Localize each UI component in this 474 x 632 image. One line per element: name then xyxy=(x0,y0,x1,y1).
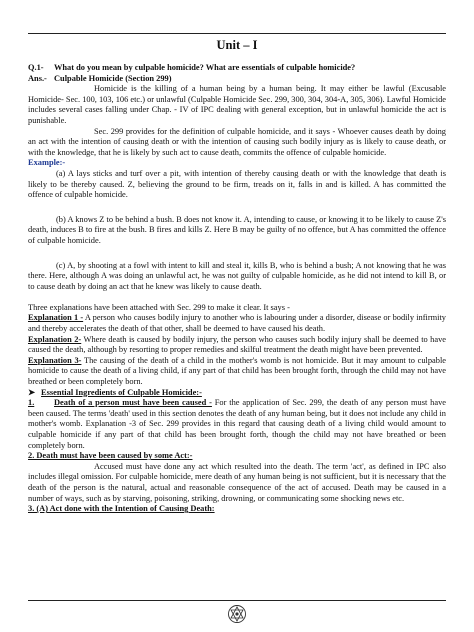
explanation-3-label: Explanation 3- xyxy=(28,355,82,365)
question-text: What do you mean by culpable homicide? What are essentials of culpable homicide? xyxy=(54,63,356,72)
ornament-icon xyxy=(227,604,247,624)
ingredient-1 xyxy=(28,398,446,451)
spacer xyxy=(28,201,446,215)
arrow-bullet-icon: ➤ xyxy=(28,387,36,397)
bottom-rule xyxy=(28,600,446,601)
example-b: (b) A knows Z to be behind a bush. B does not know it. A, intending to cause, or knowing it to be likely to cause Z's death, induces B to fire at the bush. B fires and kills Z. Here B may be guilty of no offence, but A has committed the offence of culpable homicide. xyxy=(28,214,446,245)
explanation-3-text: The causing of the death of a child in the mother's womb is not homicide. But it may amount to culpable homicide to cause the death of a living child, if any part of that child has been brought forth, through the child may not have breathed or been completely born. xyxy=(28,355,446,387)
answer-label: Ans.- xyxy=(28,73,47,83)
explanation-1-label: Explanation 1 - xyxy=(28,313,84,323)
example-a: (a) A lays sticks and turf over a pit, with intention of thereby causing death or with the knowledge that death is likely to be thereby caused. Z, believing the ground to be firm, treads on it, falls in and is killed. A has committed the offence of culpable homicide. xyxy=(28,168,446,200)
spacer xyxy=(28,292,446,303)
example-c: (c) A, by shooting at a fowl with intent to kill and steal it, kills B, who is behind a bush; A not knowing that he was there. Here, although A was doing an unlawful act, he was not guilty of culpable homicide, as he did not intend to kill B, or to cause death by doing an act that he knew was likely to cause death. xyxy=(28,260,446,291)
ingredient-1-text: For the application of Sec. 299, the death of any person must have been caused. The terms 'death' used in this section denotes the death of any human being, but it does not include any child in mother's womb. Explanation -3 of Sec. 299 provides in this regard that causing death of a living child would amount to culpable homicide if any part of that child has been brought forth, though the child may not have breathed or been completely born. xyxy=(28,398,446,450)
top-rule xyxy=(28,33,446,34)
answer-line xyxy=(28,74,446,85)
spacer xyxy=(28,247,446,261)
ingredient-1-number: 1. xyxy=(28,398,35,408)
paragraph-homicide-definition: Homicide is the killing of a human being by a human being. It may either be lawful (Excusable Homicide- Sec. 100, 103, 106 etc.) or unlawful (Culpable Homicide Sec. 299, 300, 304, 304-A, 305, 306). Lawful Homicide includes several cases falling under Chap. - IV of IPC dealing with general exception, but in unlawful homicide the act is punishable. xyxy=(28,84,446,125)
page-title: Unit – I xyxy=(216,38,258,52)
essentials-heading-line xyxy=(28,388,446,399)
document-body xyxy=(28,38,446,515)
answer-heading: Culpable Homicide (Section 299) xyxy=(54,73,172,83)
ingredient-3-label: 3. (A) Act done with the Intention of Causing Death: xyxy=(28,504,215,514)
ingredient-2-text: Accused must have done any act which resulted into the death. The term 'act', as defined in IPC also includes illegal omission. For culpable homicide, mere death of any human being is not sufficient, but it is necessary that the death of the person is the natural, actual and reasonable consequence of the act of accused. Death may be caused in a number of ways, such as by starving, poisoning, striking, drowning, or communicating some shocking news etc. xyxy=(28,461,446,503)
explanation-2-text: Where death is caused by bodily injury, the person who causes such bodily injury shall be deemed to have caused the death, although by resorting to proper remedies and skilful treatment the death might have been prevented. xyxy=(28,334,446,355)
paragraph-section-299: Sec. 299 provides for the definition of culpable homicide, and it says - Whoever causes death by doing an act with the intention of causing death or with the intention of causing such bodily injury as is likely to cause death, or with the knowledge, that he is likely by such act to cause death, commits the offence of culpable homicide. xyxy=(28,126,446,157)
explanations-intro: Three explanations have been attached with Sec. 299 to make it clear. It says - xyxy=(28,302,290,312)
explanation-3 xyxy=(28,356,446,388)
explanation-2 xyxy=(28,335,446,356)
ingredient-1-label: Death of a person must have been caused - xyxy=(54,398,212,408)
explanation-1-text: A person who causes bodily injury to another who is labouring under a disorder, disease or bodily infirmity and thereby accelerates the death of that other, shall be deemed to have caused his death. xyxy=(28,313,446,334)
ingredient-2-label: 2. Death must have been caused by some Act:- xyxy=(28,451,193,461)
explanation-1 xyxy=(28,313,446,334)
explanation-2-label: Explanation 2- xyxy=(28,334,82,344)
essentials-heading: Essential Ingredients of Culpable Homicide:- xyxy=(41,387,202,397)
question-number: Q.1- xyxy=(28,63,44,72)
example-label: Example:- xyxy=(28,158,66,168)
question-line xyxy=(28,63,446,74)
